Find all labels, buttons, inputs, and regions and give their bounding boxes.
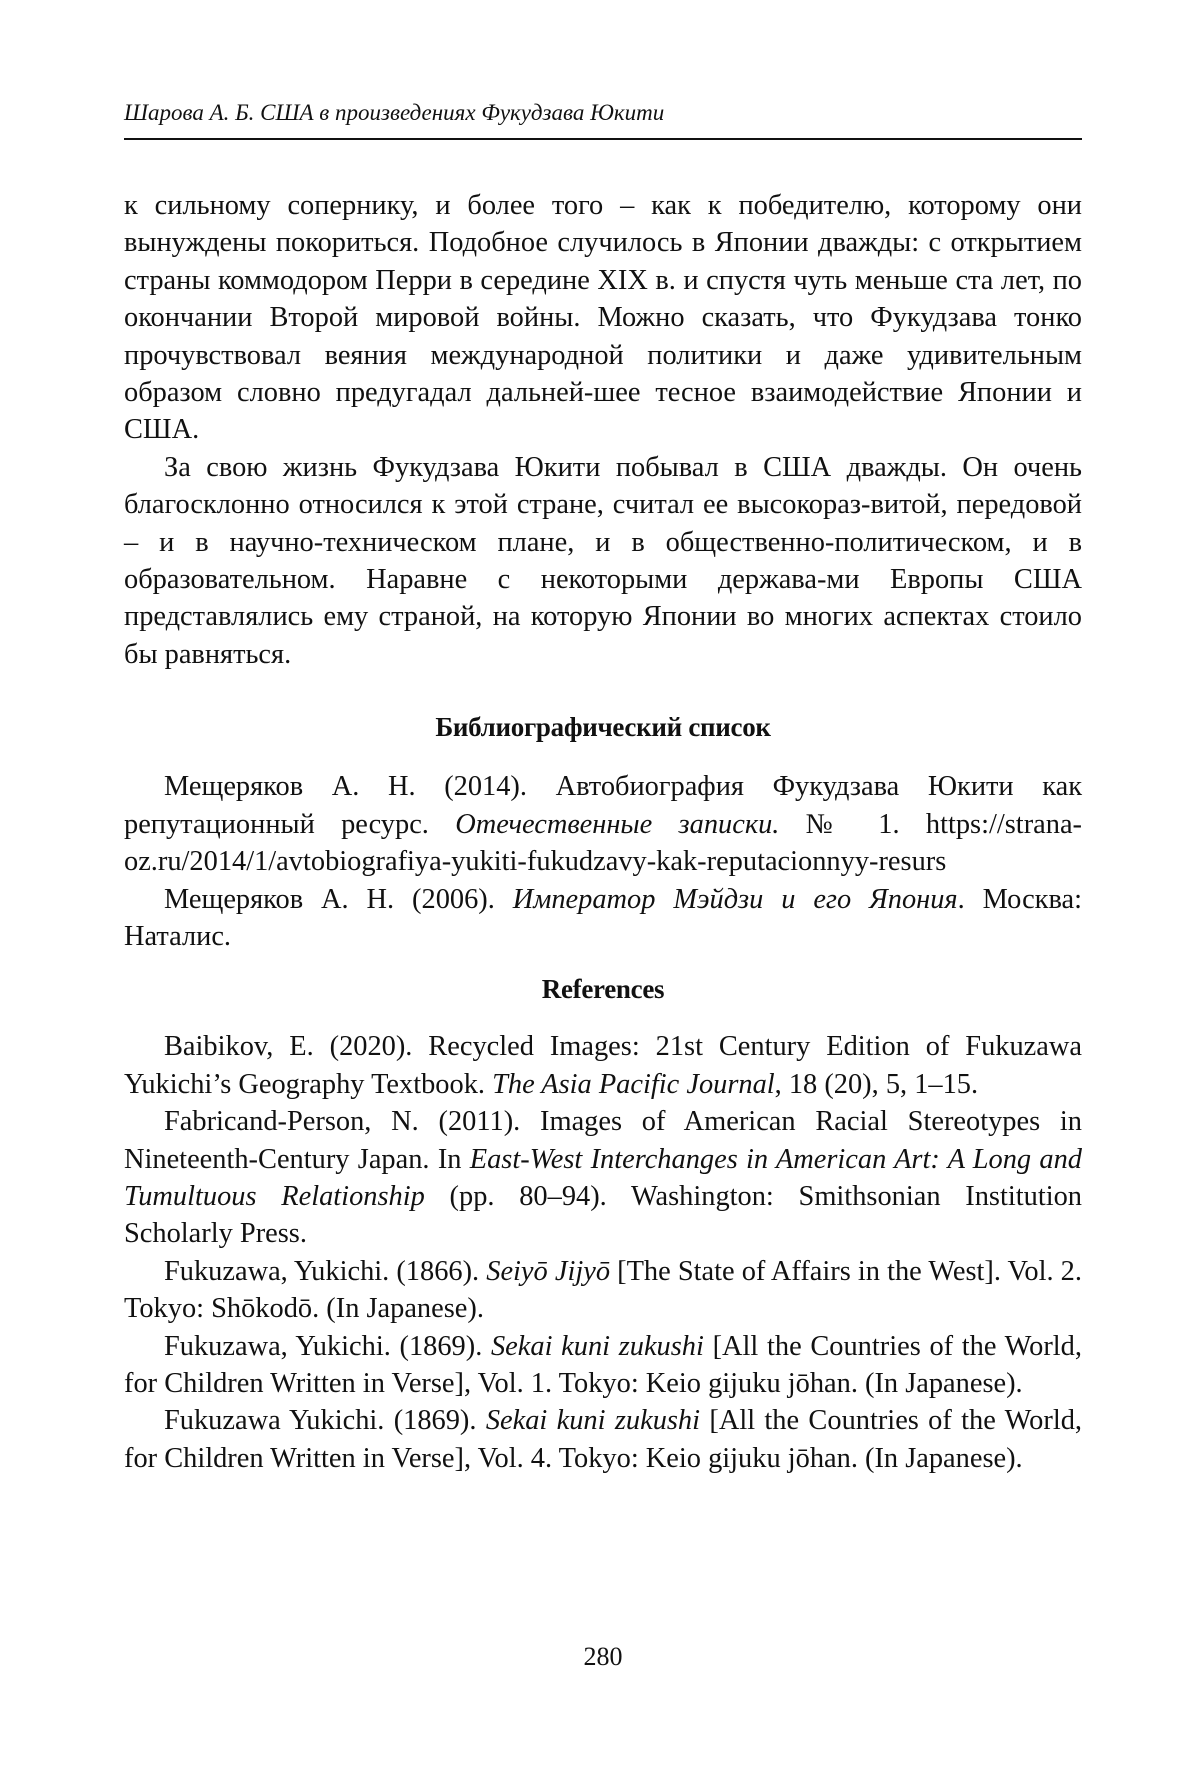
entry-source-title: Император Мэйдзи и его Япония <box>512 883 958 915</box>
reference-entry <box>124 1103 1082 1253</box>
entry-source-title: Sekai kuni zukushi <box>490 1330 704 1362</box>
entry-text: . Москва: Наталис. <box>124 883 1082 952</box>
entry-text: [The State of Affairs in the West]. Vol. 2. Tokyo: Shōkodō. (In Japanese). <box>124 1255 1082 1325</box>
bibliography-heading: Библиографический список <box>435 712 771 743</box>
entry-text: [All the Countries of the World, for Children Written in Verse], Vol. 1. Tokyo: Keio gijuku jōhan. (In Japanese). <box>124 1330 1082 1399</box>
entry-source-title: Seiyō Jijyō <box>486 1255 611 1287</box>
entry-text: (pp. 80–94). Washington: Smithsonian Institution Scholarly Press. <box>124 1180 1082 1250</box>
entry-text: Fukuzawa, Yukichi. (1869). <box>164 1330 491 1362</box>
reference-entry <box>124 1253 1082 1328</box>
bibliography-entry <box>124 881 1082 956</box>
entry-text: Baibikov, E. (2020). Recycled Images: 21st Century Edition of Fukuzawa Yukichi’s Geography Textbook. <box>124 1031 1082 1100</box>
entry-text: [All the Countries of the World, for Children Written in Verse], Vol. 4. Tokyo: Keio gijuku jōhan. (In Japanese). <box>124 1405 1082 1474</box>
entry-source-title: The Asia Pacific Journal <box>492 1068 775 1100</box>
reference-entry <box>124 1028 1082 1103</box>
references-heading: References <box>541 974 665 1005</box>
entry-source-title: Sekai kuni zukushi <box>485 1405 701 1437</box>
reference-entry <box>124 1328 1082 1403</box>
page <box>124 0 1082 1780</box>
entry-text: , 18 (20), 5, 1–15. <box>774 1068 979 1100</box>
running-head: Шарова А. Б. США в произведениях Фукудзава Юкити <box>124 100 665 125</box>
bibliography-entry <box>124 768 1082 880</box>
entry-source-title: Отечественные записки. <box>455 808 780 840</box>
entry-source-title: East-West Interchanges in American Art: A Long and Tumultuous Relationship <box>124 1143 1082 1212</box>
entry-text: Мещеряков А. Н. (2014). Автобиография Фукудзава Юкити как репутационный ресурс. <box>124 771 1082 840</box>
entry-text: № 1. https://strana-oz.ru/2014/1/avtobiografiya-yukiti-fukudzavy-kak-reputacionnyy-resurs <box>124 808 1083 878</box>
entry-text: Fukuzawa, Yukichi. (1866). <box>164 1255 487 1287</box>
body-paragraph: к сильному сопернику, и более того – как к победителю, которому они вынуждены покориться. Подобное случилось в Японии дважды: с открытием страны коммодором Перри в середине XIX в. и спустя чуть меньше ста лет, по окончании Второй мировой войны. Можно сказать, что Фукудзава тонко прочувствовал веяния международной политики и даже удивительным образом словно предугадал дальней-шее тесное взаимодействие Японии и США. <box>124 190 1082 446</box>
header-rule <box>124 138 1082 140</box>
body-paragraph: За свою жизнь Фукудзава Юкити побывал в США дважды. Он очень благосклонно относился к этой стране, считал ее высокораз-витой, передовой – и в научно-техническом плане, и в общественно-политическом, и в образовательном. Наравне с некоторыми держава-ми Европы США представлялись ему страной, на которую Японии во многих аспектах стоило бы равняться. <box>124 451 1082 670</box>
entry-text: Fabricand-Person, N. (2011). Images of American Racial Stereotypes in Nineteenth-Century Japan. In <box>124 1106 1082 1175</box>
page-number: 280 <box>583 1642 623 1671</box>
page-content <box>124 187 1082 1477</box>
entry-text: Мещеряков А. Н. (2006). <box>164 883 513 915</box>
reference-entry <box>124 1402 1082 1477</box>
entry-text: Fukuzawa Yukichi. (1869). <box>164 1405 486 1437</box>
